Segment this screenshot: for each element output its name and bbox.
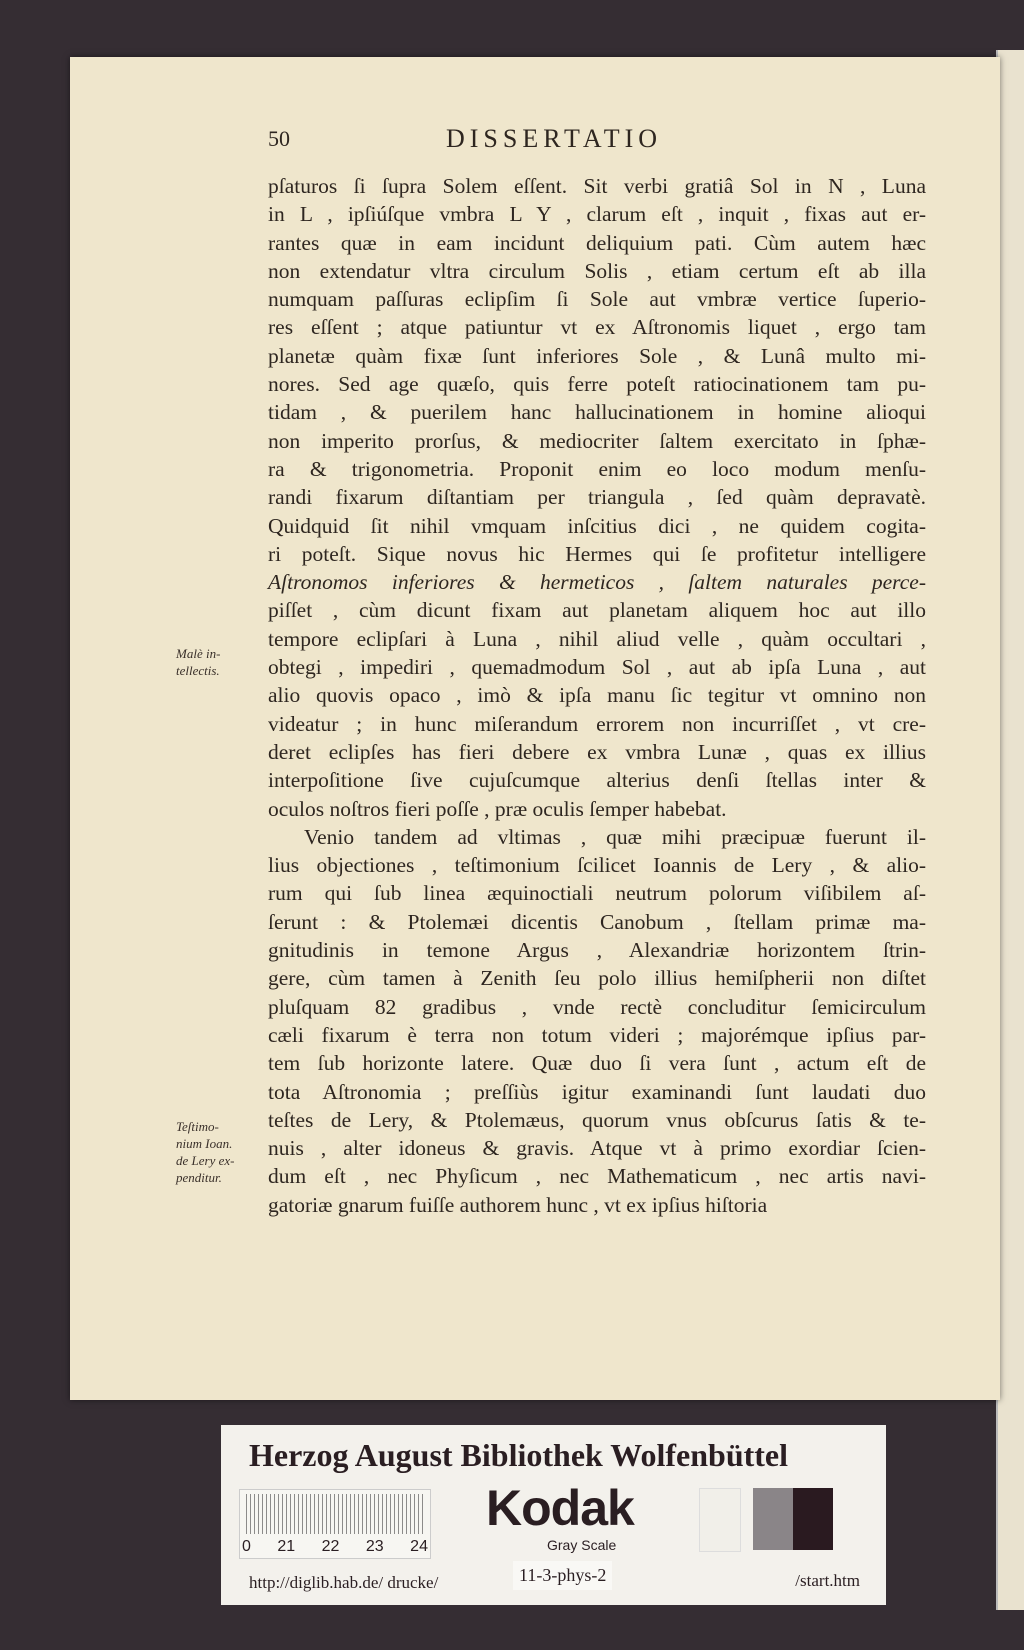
text-line: in L , ipſiúſque vmbra L Y , clarum eſt , inquit , fixas aut er- [268,202,926,227]
text-line: piſſet , cùm dicunt fixam aut planetam aliquem hoc aut illo [268,598,926,623]
margin-note-line: penditur. [176,1170,222,1185]
margin-note-testimonium [176,1118,234,1186]
text-body [268,172,926,1219]
text-line: gere, cùm tamen à Zenith ſeu polo illius hemiſpherii non diſtet [268,966,926,991]
ruler-number: 24 [410,1538,428,1555]
gray-swatch-black [793,1488,833,1550]
ruler-ticks [246,1494,424,1534]
text-line: rantes quæ in eam incidunt deliquium pati. Cùm autem hæc [268,230,926,255]
library-name: Herzog August Bibliothek Wolfenbüttel [249,1437,789,1473]
text-line: lius objectiones , teſtimonium ſcilicet Ioannis de Lery , & alio- [268,853,926,878]
text-line: Aſtronomos inferiores & hermeticos , ſaltem naturales perce- [268,570,926,595]
text-line: oculos noſtros fieri poſſe , præ oculis ſemper habebat. [268,796,727,821]
text-line: randi fixarum diſtantiam per triangula , ſed quàm depravatè. [268,485,926,510]
text-line: obtegi , impediri , quemadmodum Sol , aut ab ipſa Luna , aut [268,655,926,680]
text-line: tem ſub horizonte latere. Quæ duo ſi vera ſunt , actum eſt de [268,1051,926,1076]
page-header [268,124,926,158]
url-prefix: http://diglib.hab.de/ drucke/ [249,1573,439,1592]
url-suffix: /start.htm [795,1571,860,1590]
text-line: gatoriæ gnarum fuiſſe authorem hunc , vt ex ipſius hiſtoria [268,1192,768,1217]
margin-note-male-intellectis [176,645,220,679]
text-line: tota Aſtronomia ; preſſiùs igitur examinandi ſunt laudati duo [268,1079,926,1104]
text-line: teſtes de Lery, & Ptolemæus, quorum vnus obſcurus ſatis & te- [268,1107,926,1132]
ruler [239,1489,431,1559]
ruler-number: 23 [365,1538,384,1555]
text-line: Quidquid ſit nihil vmquam inſcitius dici , ne quidem cogita- [268,513,926,538]
gray-swatch-mid [753,1488,793,1550]
text-line: videatur ; in hunc miſerandum errorem non incurriſſet , vt cre- [268,711,926,736]
margin-note-line: de Lery ex- [176,1153,235,1168]
text-line: ra & trigonometria. Proponit enim eo loco modum menſu- [268,456,926,481]
text-line: rum qui ſub linea æquinoctiali neutrum polorum viſibilem aſ- [268,881,926,906]
gray-scale-caption: Gray Scale [547,1537,617,1553]
text-line: ſerunt : & Ptolemæi dicentis Canobum , ſtellam primæ ma- [268,909,926,934]
running-head: DISSERTATIO [446,124,663,153]
text-line: dum eſt , nec Phyſicum , nec Mathematicum , nec artis navi- [268,1164,926,1189]
text-line: numquam paſſuras eclipſim ſi Sole aut vmbræ vertice ſuperio- [268,287,926,312]
margin-note-line: tellectis. [176,663,220,678]
text-line: pſaturos ſi ſupra Solem eſſent. Sit verbi gratiâ Sol in N , Luna [268,174,926,198]
text-line: cæli fixarum è terra non totum videri ; majorémque ipſius par- [268,1022,926,1047]
text-line: planetæ quàm fixæ ſunt inferiores Sole , & Lunâ multo mi- [268,343,926,368]
text-line: non extendatur vltra circulum Solis , etiam certum eſt ab illa [268,258,926,283]
ruler-number: 22 [321,1538,340,1555]
text-line: alio quovis opaco , imò & ipſa manu ſic tegitur vt omnino non [268,683,926,708]
shelfmark: 11-3-phys-2 [513,1561,612,1590]
gray-swatch-white [699,1488,741,1552]
page-number: 50 [268,126,290,151]
text-line: res eſſent ; atque patiuntur vt ex Aſtronomis liquet , ergo tam [268,315,926,340]
library-label-card [221,1425,886,1605]
text-line: nores. Sed age quæſo, quis ferre poteſt ratiocinationem tam pu- [268,372,926,397]
text-line: gnitudinis in temone Argus , Alexandriæ horizontem ſtrin- [268,938,926,963]
margin-note-line: Malè in- [176,646,221,661]
margin-note-line: nium Ioan. [176,1136,233,1151]
text-line: pluſquam 82 gradibus , vnde rectè concluditur ſemicirculum [268,994,926,1019]
text-line: tidam , & puerilem hanc hallucinationem in homine alioqui [268,400,926,425]
margin-note-line: Teſtimo- [176,1119,219,1134]
next-page-edge [996,50,1024,1610]
kodak-logo: Kodak [486,1480,634,1536]
text-line: deret eclipſes has fieri debere ex vmbra Lunæ , quas ex illius [268,739,926,764]
text-line: interpoſitione ſive cujuſcumque alterius denſi ſtellas inter & [268,768,926,793]
text-line: non imperito prorſus, & mediocriter ſaltem exercitato in ſphæ- [268,428,926,453]
text-line: nuis , alter idoneus & gravis. Atque vt à primo exordiar ſcien- [268,1136,926,1161]
text-line: Venio tandem ad vltimas , quæ mihi præcipuæ fuerunt il- [304,824,926,849]
ruler-number: 21 [277,1538,296,1555]
text-line: ri poteſt. Sique novus hic Hermes qui ſe profitetur intelligere [268,541,926,566]
text-line: tempore eclipſari à Luna , nihil aliud velle , quàm occultari , [268,626,926,651]
ruler-number: 0 [242,1538,251,1555]
